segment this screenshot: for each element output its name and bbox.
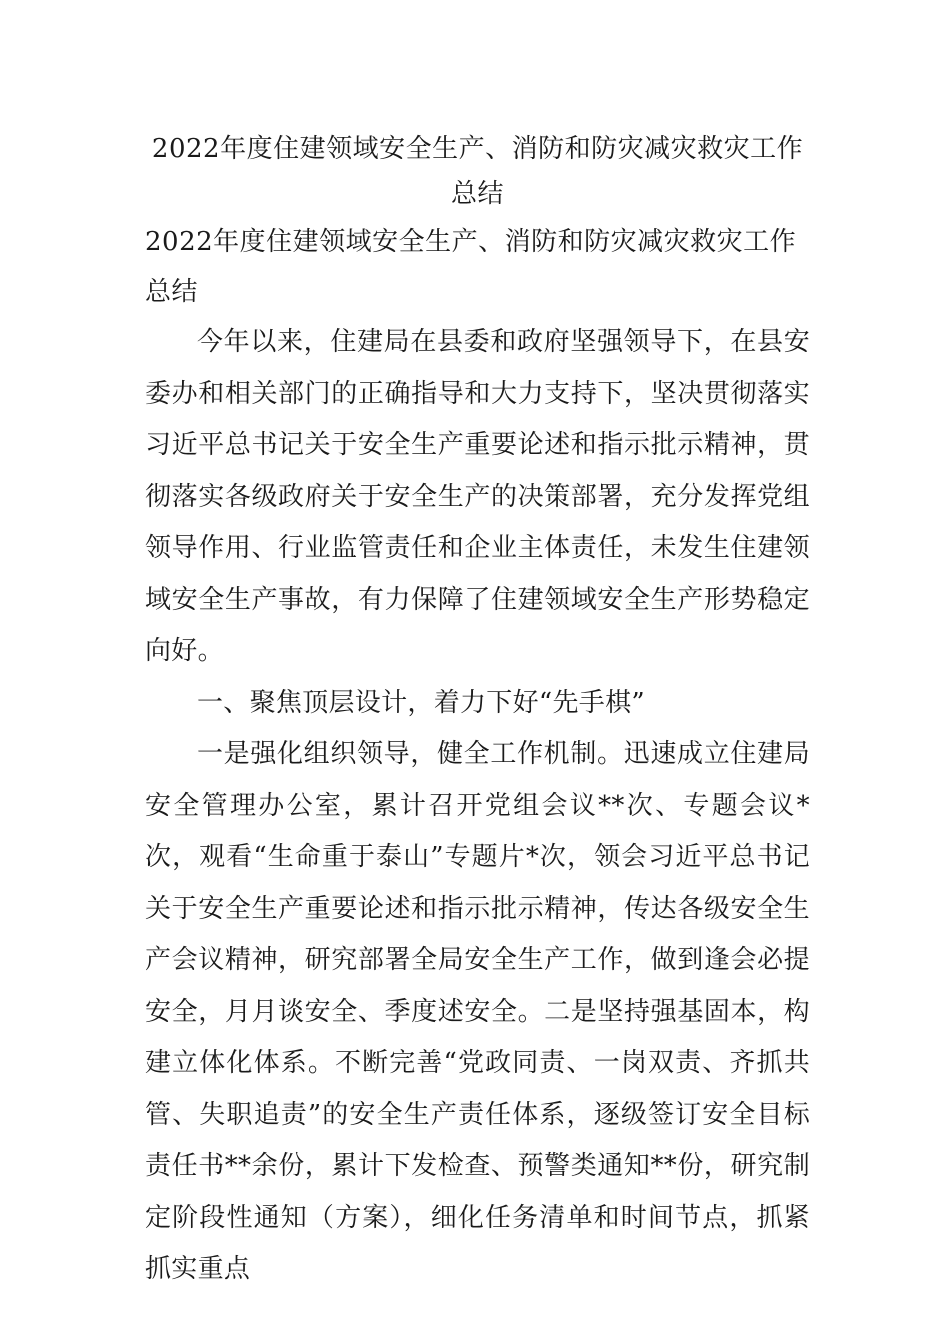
intro-paragraph: 今年以来，住建局在县委和政府坚强领导下，在县安委办和相关部门的正确指导和大力支持下，坚决贯彻落实习近平总书记关于安全生产重要论述和指示批示精神，贯彻落实各级政府关于安全生产的决策部署，充分发挥党组领导作用、行业监管责任和企业主体责任，未发生住建领域安全生产事故，有力保障了住建领域安全生产形势稳定向好。 bbox=[145, 327, 810, 666]
section-heading: 一、聚焦顶层设计，着力下好“先手棋” bbox=[197, 687, 645, 718]
section-paragraph: 一是强化组织领导，健全工作机制。迅速成立住建局安全管理办公室，累计召开党组会议**次、专题会议*次，观看“生命重于泰山”专题片*次，领会习近平总书记关于安全生产重要论述和指示批示精神，传达各级安全生产会议精神，研究部署全局安全生产工作，做到逢会必提安全，月月谈安全、季度述安全。二是坚持强基固本，构建立体化体系。不断完善“党政同责、一岗双责、齐抓共管、失职追责”的安全生产责任体系，逐级签订安全目标责任书**余份，累计下发检查、预警类通知**份，研究制定阶段性通知（方案），细化任务清单和时间节点，抓紧抓实重点 bbox=[145, 739, 810, 1284]
document-body bbox=[145, 127, 810, 1296]
document-title: 2022年度住建领域安全生产、消防和防灾减灾救灾工作总结 bbox=[151, 134, 804, 209]
document-subtitle: 2022年度住建领域安全生产、消防和防灾减灾救灾工作总结 bbox=[145, 227, 797, 307]
